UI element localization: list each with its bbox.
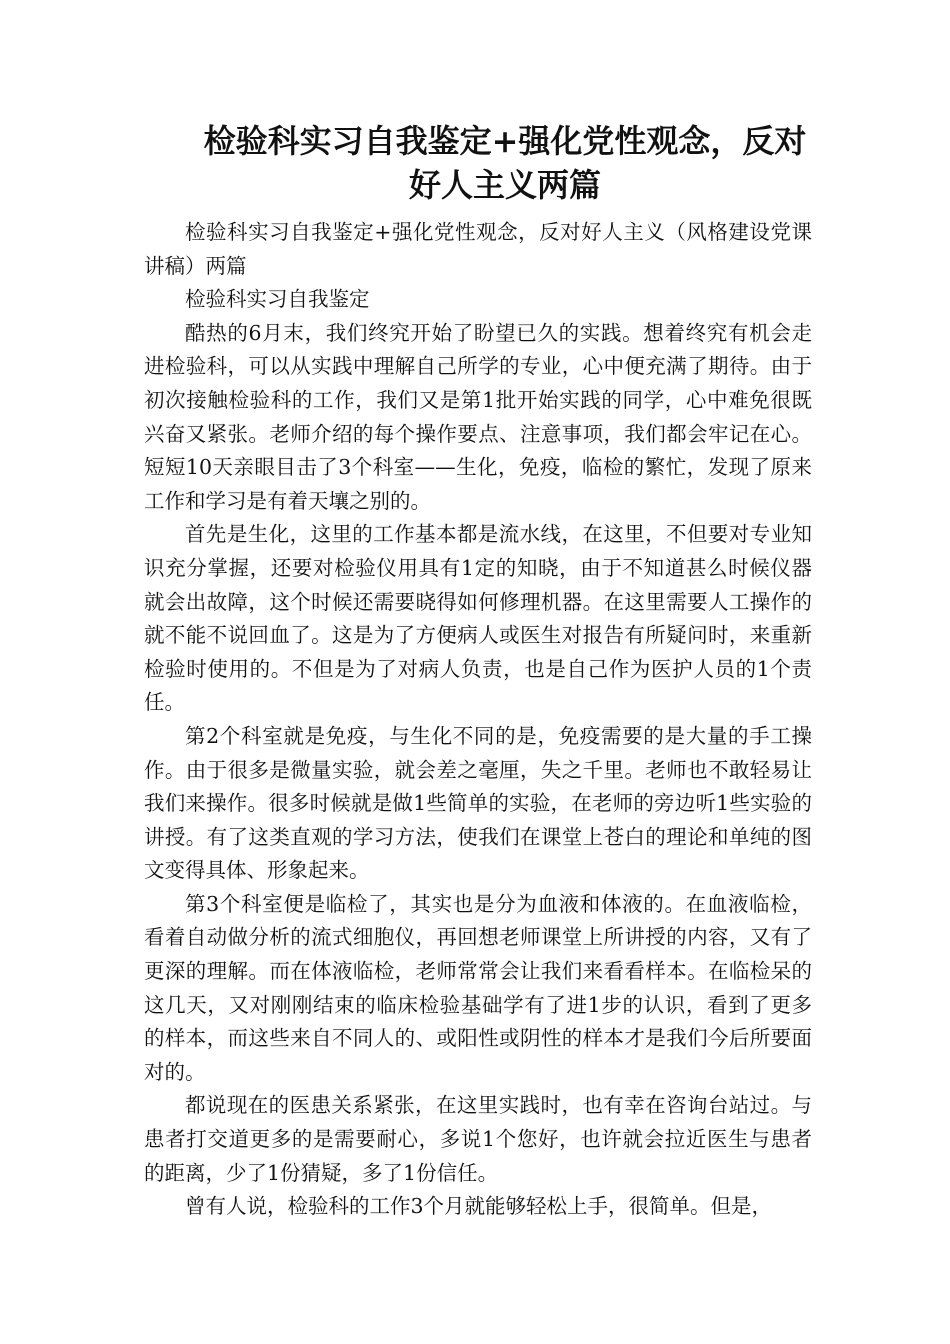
- paragraph-6: 曾有人说，检验科的工作3个月就能够轻松上手，很简单。但是，: [185, 1194, 773, 1219]
- paragraph-5: 都说现在的医患关系紧张，在这里实践时，也有幸在咨询台站过。与患者打交道更多的是需要耐心，多说1个您好，也许就会拉近医生与患者的距离，少了1份猜疑，多了1份信任。: [144, 1093, 812, 1185]
- paragraph-intro: 检验科实习自我鉴定+强化党性观念，反对好人主义（风格建设党课讲稿）两篇: [144, 220, 812, 278]
- paragraph-4: 第3个科室便是临检了，其实也是分为血液和体液的。在血液临检，看着自动做分析的流式细胞仪，再回想老师课堂上所讲授的内容，又有了更深的理解。而在体液临检，老师常常会让我们来看看样本。在临检呆的这几天，又对刚刚结束的临床检验基础学有了进1步的认识，看到了更多的样本，而这些来自不同人的、或阳性或阴性的样本才是我们今后所要面对的。: [144, 891, 812, 1084]
- document-title-line-1: 检验科实习自我鉴定+强化党性观念，反对: [203, 122, 807, 160]
- document-body: [144, 216, 812, 1224]
- paragraph-1: 酷热的6月末，我们终究开始了盼望已久的实践。想着终究有机会走进检验科，可以从实践中理解自己所学的专业，心中便充满了期待。由于初次接触检验科的工作，我们又是第1批开始实践的同学，心中难免很既兴奋又紧张。老师介绍的每个操作要点、注意事项，我们都会牢记在心。短短10天亲眼目击了3个科室——生化，免疫，临检的繁忙，发现了原来工作和学习是有着天壤之别的。: [144, 320, 812, 513]
- paragraph-section-heading: 检验科实习自我鉴定: [185, 287, 370, 312]
- document-title-line-2: 好人主义两篇: [408, 166, 601, 204]
- paragraph-2: 首先是生化，这里的工作基本都是流水线，在这里，不但要对专业知识充分掌握，还要对检验仪用具有1定的知晓，由于不知道甚么时候仪器就会出故障，这个时候还需要晓得如何修理机器。在这里需要人工操作的就不能不说回血了。这是为了方便病人或医生对报告有所疑问时，来重新检验时使用的。不但是为了对病人负责，也是自己作为医护人员的1个责任。: [144, 522, 812, 715]
- paragraph-3: 第2个科室就是免疫，与生化不同的是，免疫需要的是大量的手工操作。由于很多是微量实验，就会差之毫厘，失之千里。老师也不敢轻易让我们来操作。很多时候就是做1些简单的实验，在老师的旁边听1些实验的讲授。有了这类直观的学习方法，使我们在课堂上苍白的理论和单纯的图文变得具体、形象起来。: [144, 723, 812, 883]
